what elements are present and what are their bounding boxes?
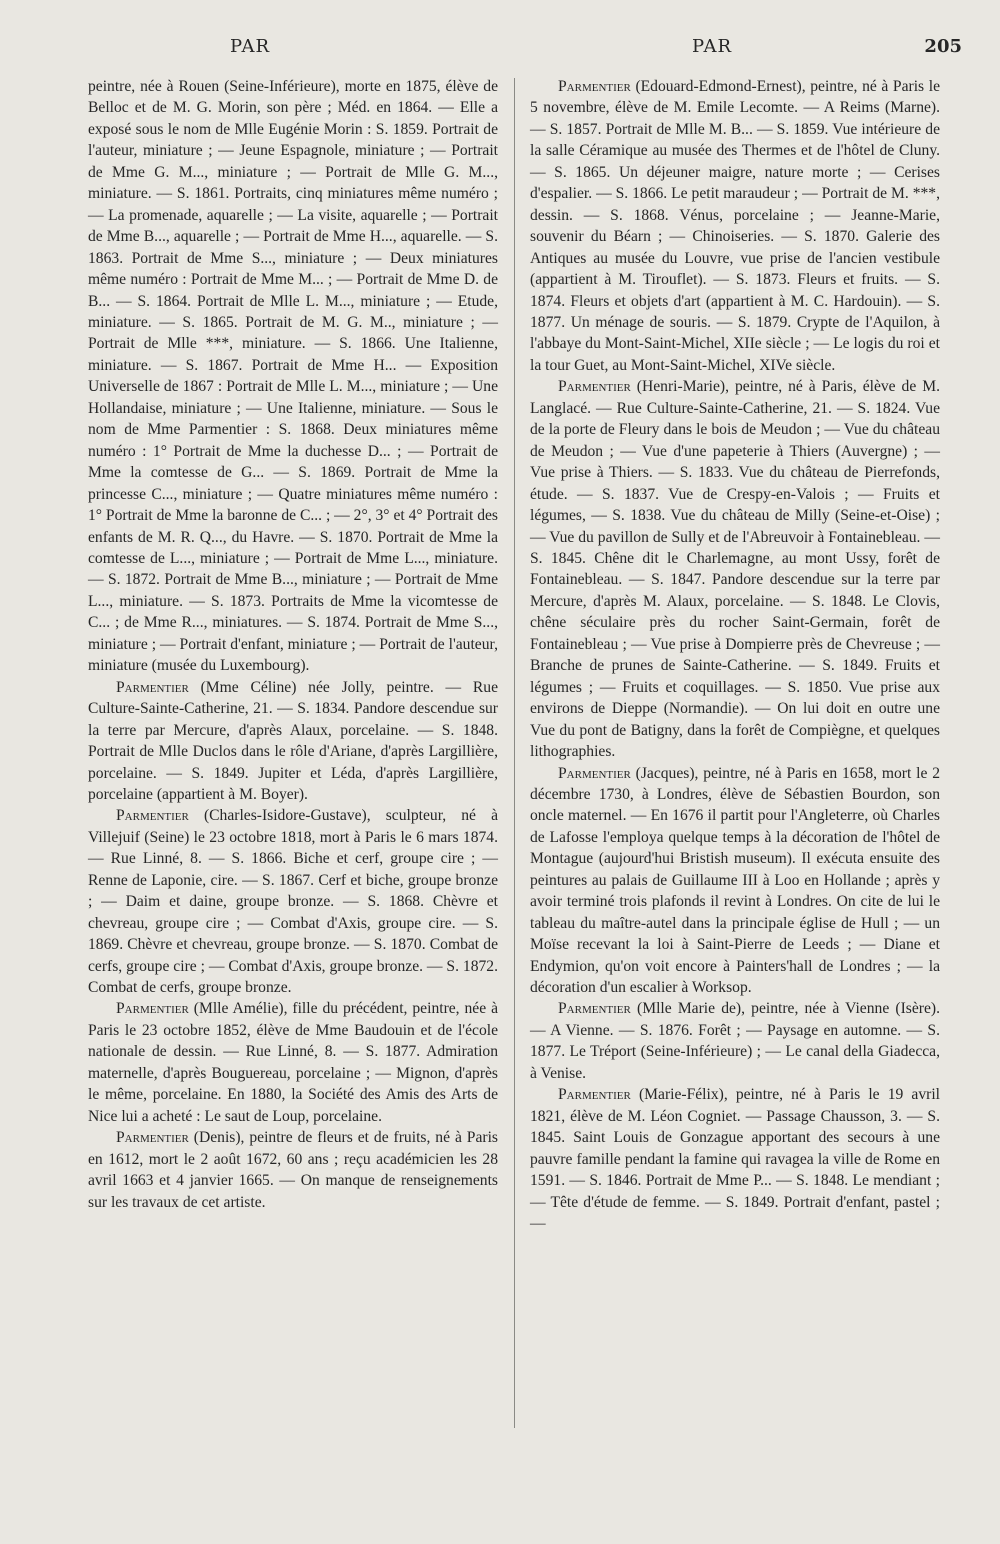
entry-name: Parmentier — [558, 378, 631, 396]
entry — [530, 1084, 940, 1234]
entry-text: (Edouard-Edmond-Ernest), peintre, né à Paris le 5 novembre, élève de M. Emile Lecomte. — A Reims (Marne). — S. 1857. Portrait de Mlle M. B... — S. 1859. Vue intérieure de la salle Céramique au musée des Thermes et de l'hôtel de Cluny. — S. 1865. Un déjeuner maigre, nature morte ; — Cerises d'espalier. — S. 1866. Le petit maraudeur ; — Portrait de M. ***, dessin. — S. 1868. Vénus, porcelaine ; — Jeanne-Marie, souvenir du Béarn ; — Chinoiseries. — S. 1870. Galerie des Antiques au musée du Louvre, vue prise de l'ancien vestibule (appartient à M. Tirouflet). — S. 1873. Fleurs et fruits. — S. 1874. Fleurs et objets d'art (appartient à M. C. Hardouin). — S. 1877. Un ménage de souris. — S. 1879. Crypte de l'Aquilon, à l'abbaye du Mont-Saint-Michel, XIIe siècle ; — Le logis du roi et la tour Guet, au Mont-Saint-Michel, XIVe siècle. — [530, 78, 940, 374]
entry-name: Parmentier — [558, 78, 631, 95]
entry-text: (Mlle Marie de), peintre, née à Vienne (Isère). — A Vienne. — S. 1876. Forêt ; — Paysage en automne. — S. 1877. Le Tréport (Seine-Inférieure) ; — Le canal della Giadecca, à Venise. — [530, 1000, 940, 1082]
entry — [88, 677, 498, 806]
entry-name: Parmentier — [558, 1000, 631, 1018]
column-divider — [514, 78, 515, 1428]
entry-name: Parmentier — [116, 1000, 189, 1018]
entry — [88, 998, 498, 1127]
right-column — [530, 76, 940, 1234]
entry-text: (Jacques), peintre, né à Paris en 1658, mort le 2 décembre 1730, à Londres, élève de Sébastien Bourdon, son oncle maternel. — En 1676 il partit pour l'Angleterre, où Charles de Lafosse l'employa quelque temps à la décoration de l'hôtel de Montague (aujourd'hui Bristish museum). Il exécuta ensuite des peintures au palais de Guillaume III à Loo en Hollande ; après y avoir terminé trois plafonds il revint à Londres. On cite de lui le tableau du maître-autel dans la principale église de Hull ; — un Moïse recevant la loi à Saint-Pierre de Leeds ; — Diane et Endymion, qu'on voit encore à Painters'hall de Londres ; — la décoration d'un escalier à Worksop. — [530, 764, 940, 997]
entry-name: Parmentier — [116, 807, 189, 825]
entry-name: Parmentier — [116, 1129, 189, 1147]
entry-text: (Henri-Marie), peintre, né à Paris, élève de M. Langlacé. — Rue Culture-Sainte-Catherine, 21. — S. 1824. Vue de la porte de Fleury dans le bois de Meudon ; — Vue du château de Meudon ; — Vue d'une papeterie à Thiers (Auvergne) ; — Vue prise à Thiers. — S. 1833. Vue du château de Pierrefonds, étude. — S. 1837. Vue de Crespy-en-Valois ; — Fruits et légumes, — S. 1838. Vue du château de Milly (Seine-et-Oise) ; — Vue du pavillon de Sully et de l'Abreuvoir à Fontainebleau. — S. 1845. Chêne dit le Charlemagne, au mont Ussy, forêt de Fontainebleau. — S. 1847. Pandore descendue sur la terre par Mercure, d'après M. Alaux, porcelaine. — S. 1848. Le Clovis, chêne séculaire près du rocher Saint-Germain, forêt de Fontainebleau ; — Vue prise à Dompierre près de Chevreuse ; — Branche de prunes de Sainte-Catherine. — S. 1849. Fruits et légumes ; — Fruits et coquillages. — S. 1850. Vue prise aux environs de Dieppe (Normandie). — On lui doit en outre une Vue du pont de Batigny, dans la forêt de Compiègne, et quelques lithographies. — [530, 378, 940, 761]
entry-text: (Marie-Félix), peintre, né à Paris le 19 avril 1821, élève de M. Léon Cogniet. — Passage Chausson, 3. — S. 1845. Saint Louis de Gonzague apportant des secours à une pauvre famille pendant la famine qui ravagea la ville de Rome en 1591. — S. 1846. Portrait de Mme P... — S. 1848. Le mendiant ; — Tête d'étude de femme. — S. 1849. Portrait d'enfant, pastel ; — — [530, 1086, 940, 1233]
running-head-left: PAR — [229, 36, 270, 57]
entry — [530, 376, 940, 762]
entry-text: peintre, née à Rouen (Seine-Inférieure), morte en 1875, élève de Belloc et de M. G. Morin, son père ; Méd. en 1864. — Elle a exposé sous le nom de Mlle Eugénie Morin : S. 1859. Portrait de l'auteur, miniature ; — Jeune Espagnole, miniature ; — Portrait de Mme G. M..., miniature ; — Portrait de Mlle G. M..., miniature. — S. 1861. Portraits, cinq miniatures même numéro ; — La promenade, aquarelle ; — La visite, aquarelle ; — Portrait de Mme B..., aquarelle ; — Portrait de Mme H..., aquarelle. — S. 1863. Portrait de Mme S..., miniature ; — Deux miniatures même numéro : Portrait de Mme M... ; — Portrait de Mme D. de B... — S. 1864. Portrait de Mlle L. M..., miniature ; — Etude, miniature. — S. 1865. Portrait de M. G. M.., miniature ; — Portrait de Mlle ***, miniature. — S. 1866. Une Italienne, miniature. — S. 1867. Portrait de Mme H... — Exposition Universelle de 1867 : Portrait de Mlle L. M..., miniature ; — Une Hollandaise, miniature ; — Une Italienne, miniature. — Sous le nom de Mme Parmentier : S. 1868. Deux miniatures même numéro : 1° Portrait de Mme la duchesse D... ; — Portrait de Mme la comtesse de G... — S. 1869. Portrait de Mme la princesse C..., miniature ; — Quatre miniatures même numéro : 1° Portrait de Mme la baronne de C... ; — 2°, 3° et 4° Portrait des enfants de M. R. Q..., du Havre. — S. 1870. Portrait de Mme la comtesse de L..., miniature ; — Portrait de Mme L..., miniature. — S. 1872. Portrait de Mme B..., miniature ; — Portrait de Mme L..., miniature. — S. 1873. Portraits de Mme la vicomtesse de C... ; de Mme R..., miniatures. — S. 1874. Portrait de Mme S..., miniature ; — Portrait d'enfant, miniature ; — Portrait de l'auteur, miniature (musée du Luxembourg). — [88, 78, 498, 675]
entry-name: Parmentier — [558, 1086, 631, 1104]
entry-text: (Mme Céline) née Jolly, peintre. — Rue Culture-Sainte-Catherine, 21. — S. 1834. Pandore descendue sur la terre par Mercure, d'après Alaux, porcelaine. — S. 1848. Portrait de Mlle Duclos dans le rôle d'Ariane, d'après Largillière, porcelaine. — S. 1849. Jupiter et Léda, d'après Largillière, porcelaine (appartient à M. Boyer). — [88, 678, 498, 803]
entry-name: Parmentier — [558, 764, 631, 782]
entry — [88, 1127, 498, 1213]
entry — [530, 763, 940, 999]
entry-name: Parmentier — [116, 678, 189, 696]
left-column — [88, 76, 498, 1213]
running-head-right: PAR — [691, 36, 732, 57]
page-number: 205 — [924, 36, 962, 57]
entry — [530, 998, 940, 1084]
entry-text: (Denis), peintre de fleurs et de fruits, né à Paris en 1612, mort le 2 août 1672, 60 ans ; reçu académicien les 28 avril 1663 et 4 janvier 1665. — On manque de renseignements sur les travaux de cet artiste. — [88, 1129, 498, 1211]
entry-continuation — [88, 76, 498, 677]
entry-text: (Mlle Amélie), fille du précédent, peintre, née à Paris le 23 octobre 1852, élève de Mme Baudouin et de l'école nationale de dessin. — Rue Linné, 8. — S. 1877. Admiration maternelle, d'après Bouguereau, porcelaine ; — Mignon, d'après le même, porcelaine. En 1880, la Société des Amis des Arts de Nice lui a acheté : Le saut de Loup, porcelaine. — [88, 1000, 498, 1125]
entry — [530, 76, 940, 376]
entry — [88, 805, 498, 998]
entry-text: (Charles-Isidore-Gustave), sculpteur, né à Villejuif (Seine) le 23 octobre 1818, mort à Paris le 6 mars 1874. — Rue Linné, 8. — S. 1866. Biche et cerf, groupe cire ; — Renne de Laponie, cire. — S. 1867. Cerf et biche, groupe bronze ; — Daim et daine, groupe bronze. — S. 1868. Chèvre et chevreau, groupe cire ; — Combat d'Axis, groupe cire. — S. 1869. Chèvre et chevreau, groupe bronze. — S. 1870. Combat de cerfs, groupe cire ; — Combat d'Axis, groupe bronze. — S. 1872. Combat de cerfs, groupe bronze. — [88, 807, 498, 997]
